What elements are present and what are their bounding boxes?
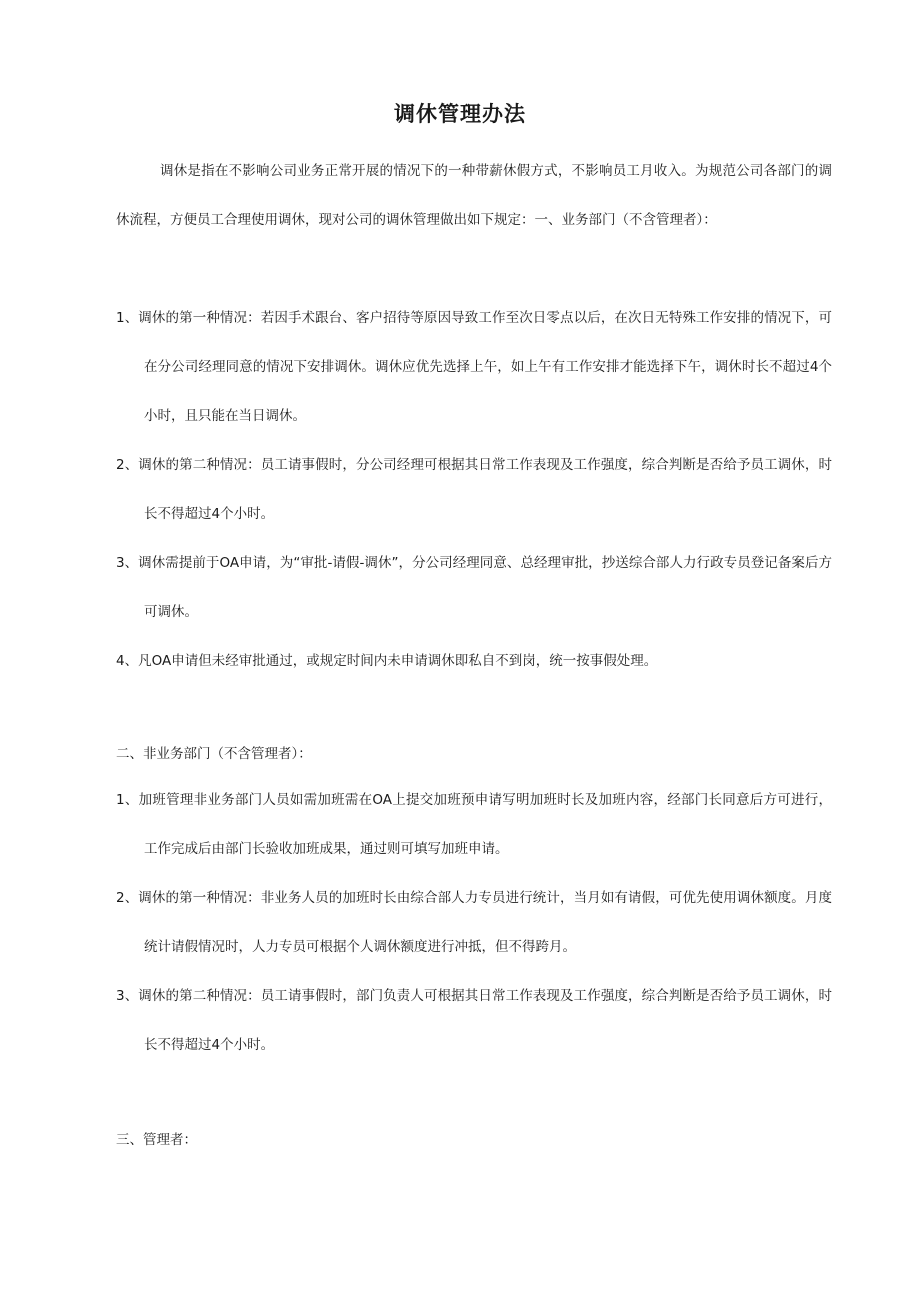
section2-item-3: 3、调休的第二种情况：员工请事假时，部门负责人可根据其日常工作表现及工作强度，综合判断是否给予员工调休，时长不得超过4个小时。 — [116, 988, 832, 1053]
section2-heading: 二、非业务部门（不含管理者）： — [116, 746, 312, 762]
section3-heading: 三、管理者： — [116, 1132, 197, 1148]
section2-item-2: 2、调休的第一种情况：非业务人员的加班时长由综合部人力专员进行统计，当月如有请假，可优先使用调休额度。月度统计请假情况时，人力专员可根据个人调休额度进行冲抵，但不得跨月。 — [116, 890, 832, 955]
section2-item-1: 1、加班管理非业务部门人员如需加班需在OA上提交加班预申请写明加班时长及加班内容，经部门长同意后方可进行，工作完成后由部门长验收加班成果，通过则可填写加班申请。 — [116, 792, 832, 857]
section1-item-4: 4、凡OA申请但未经审批通过，或规定时间内未申请调休即私自不到岗，统一按事假处理。 — [116, 653, 658, 669]
section1-item-3: 3、调休需提前于OA申请，为“审批-请假-调休”，分公司经理同意、总经理审批，抄送综合部人力行政专员登记备案后方可调休。 — [116, 555, 832, 620]
document-title: 调休管理办法 — [394, 102, 526, 126]
intro-paragraph: 调休是指在不影响公司业务正常开展的情况下的一种带薪休假方式，不影响员工月收入。为规范公司各部门的调休流程，方便员工合理使用调休，现对公司的调休管理做出如下规定：一、业务部门（不含管理者）： — [116, 163, 832, 228]
section1-item-1: 1、调休的第一种情况：若因手术跟台、客户招待等原因导致工作至次日零点以后，在次日无特殊工作安排的情况下，可在分公司经理同意的情况下安排调休。调休应优先选择上午，如上午有工作安排才能选择下午，调休时长不超过4个小时，且只能在当日调休。 — [116, 310, 832, 424]
section1-item-2: 2、调休的第二种情况：员工请事假时，分公司经理可根据其日常工作表现及工作强度，综合判断是否给予员工调休，时长不得超过4个小时。 — [116, 457, 832, 522]
